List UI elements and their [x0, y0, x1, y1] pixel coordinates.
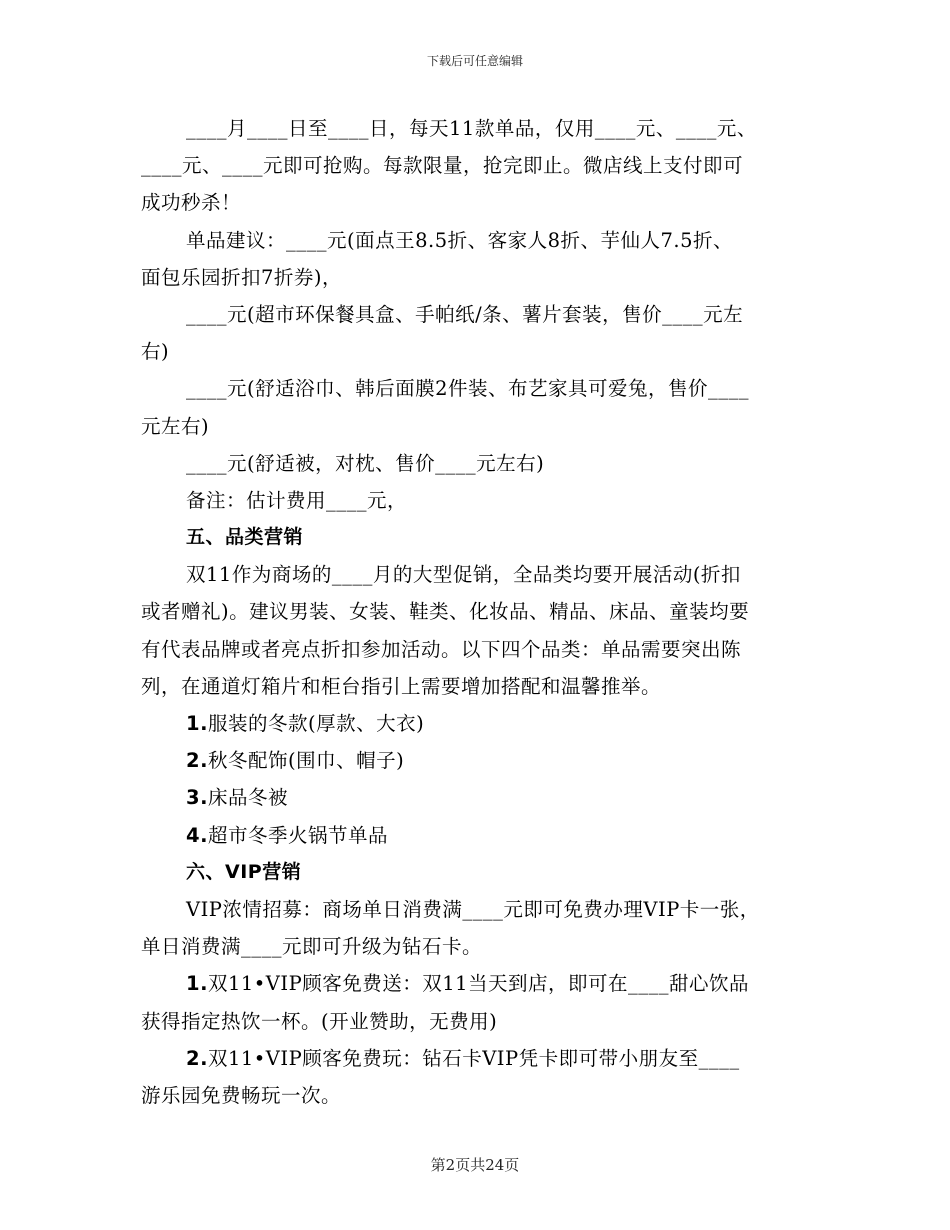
line-text: 备注：估计费用____元， — [186, 488, 408, 512]
line-text: 或者赠礼)。建议男装、女装、鞋类、化妆品、精品、床品、童装均要 — [141, 600, 750, 624]
list-number: 4. — [186, 823, 208, 847]
list-number: 2. — [186, 749, 208, 773]
paragraph-line — [141, 259, 805, 296]
paragraph-line — [141, 147, 805, 184]
list-number: 1. — [186, 712, 208, 735]
paragraph-line — [141, 222, 805, 259]
line-text: 右) — [141, 340, 170, 364]
list-number: 3. — [186, 786, 208, 810]
line-text: 六、VIP营销 — [186, 860, 302, 883]
line-text: 列，在通道灯箱片和柜台指引上需要增加搭配和温馨推举。 — [141, 674, 662, 698]
paragraph-line — [141, 1077, 805, 1114]
paragraph-line — [141, 445, 805, 482]
paragraph-line — [141, 556, 805, 593]
line-text: 面包乐园折扣7折券)， — [141, 265, 343, 289]
page-header: 下载后可任意编辑 — [426, 54, 523, 68]
list-number: 2. — [186, 1046, 208, 1070]
line-text: ____元、____元即可抢购。每款限量，抢完即止。微店线上支付即可 — [141, 154, 744, 178]
paragraph-line — [141, 333, 805, 370]
list-item — [141, 965, 805, 1002]
list-item — [141, 705, 805, 742]
line-text: VIP浓情招募：商场单日消费满____元即可免费办理VIP卡一张， — [186, 897, 760, 921]
line-text: ____元(舒适被，对枕、售价____元左右) — [186, 451, 545, 475]
line-text: 双11作为商场的____月的大型促销，全品类均要开展活动(折扣 — [186, 563, 741, 587]
paragraph-line — [141, 631, 805, 668]
paragraph-line — [141, 928, 805, 965]
line-text: 床品冬被 — [207, 786, 288, 810]
line-text: 双11•VIP顾客免费送：双11当天到店，即可在____甜心饮品 — [207, 972, 750, 996]
paragraph-line — [141, 296, 805, 333]
paragraph-line — [141, 1003, 805, 1040]
section-heading — [141, 854, 805, 891]
list-number: 1. — [186, 972, 208, 996]
list-item — [141, 817, 805, 854]
line-text: 获得指定热饮一杯。(开业赞助，无费用) — [141, 1009, 498, 1033]
line-text: 单品建议：____元(面点王8.5折、客家人8折、芋仙人7.5折、 — [186, 228, 734, 252]
line-text: ____元(超市环保餐具盒、手帕纸/条、薯片套装，售价____元左 — [186, 302, 744, 326]
list-item — [141, 779, 805, 816]
paragraph-line — [141, 482, 805, 519]
list-item — [141, 1040, 805, 1077]
line-text: ____元(舒适浴巾、韩后面膜2件装、布艺家具可爱兔，售价____ — [186, 377, 750, 401]
line-text: 元左右) — [141, 414, 210, 438]
line-text: 秋冬配饰(围巾、帽子) — [207, 749, 405, 773]
line-text: 成功秒杀！ — [141, 191, 242, 215]
line-text: 双11•VIP顾客免费玩：钻石卡VIP凭卡即可带小朋友至____ — [207, 1046, 740, 1070]
line-text: 游乐园免费畅玩一次。 — [141, 1083, 342, 1107]
document-body — [141, 110, 805, 1114]
line-text: 五、品类营销 — [186, 526, 304, 549]
page-footer: 第2页共24页 — [430, 1156, 520, 1174]
line-text: 服装的冬款(厚款、大衣) — [207, 712, 425, 735]
section-heading — [141, 519, 805, 556]
line-text: 单日消费满____元即可升级为钻石卡。 — [141, 935, 483, 959]
paragraph-line — [141, 891, 805, 928]
line-text: 超市冬季火锅节单品 — [207, 823, 388, 847]
paragraph-line — [141, 668, 805, 705]
paragraph-line — [141, 593, 805, 630]
line-text: 有代表品牌或者亮点折扣参加活动。以下四个品类：单品需要突出陈 — [141, 637, 742, 661]
line-text: ____月____日至____日，每天11款单品，仅用____元、____元、 — [186, 117, 757, 140]
list-item — [141, 742, 805, 779]
paragraph-line — [141, 408, 805, 445]
paragraph-line — [141, 184, 805, 221]
paragraph-line — [141, 110, 805, 147]
paragraph-line — [141, 370, 805, 407]
